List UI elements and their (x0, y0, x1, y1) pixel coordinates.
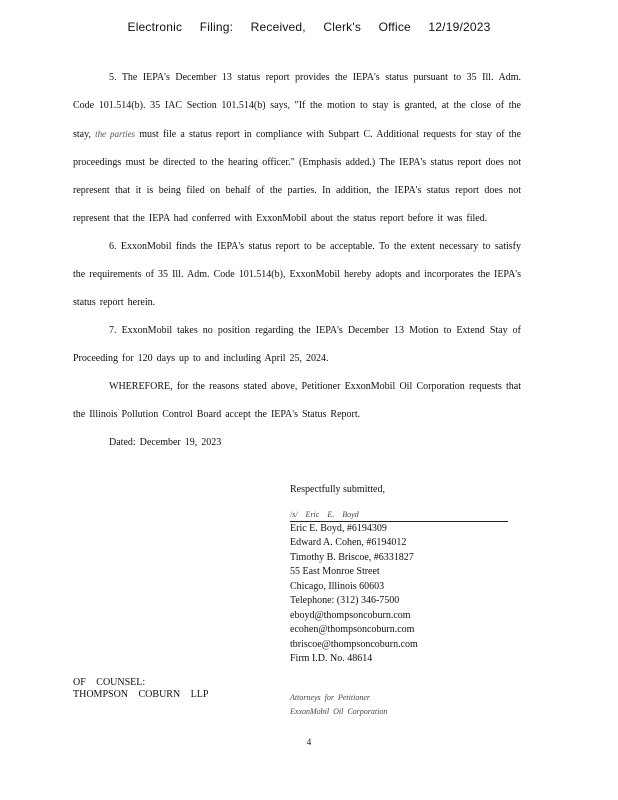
address-street: 55 East Monroe Street (290, 566, 380, 577)
paragraph-5-text-after: must file a status report in compliance with Subpart C. Additional requests for stay of the proceedings must be directed to the hearing officer." (Emphasis added.) The IEPA's status report does not represent that it is being filed on behalf of the parties. In addition, the IEPA's status report does not represent that the IEPA had conferred with ExxonMobil about the status report before it was filed. (73, 129, 521, 224)
of-counsel-block (73, 677, 208, 701)
attorney-line-3: Timothy B. Briscoe, #6331827 (290, 551, 414, 563)
email-tbriscoe: tbriscoe@thompsoncoburn.com (290, 638, 418, 650)
telephone: Telephone: (312) 346-7500 (290, 595, 400, 606)
attorneys-for-line-1: Attorneys for Petitioner (290, 693, 370, 702)
of-counsel-label: OF COUNSEL: (73, 677, 146, 688)
email-eboyd: eboyd@thompsoncoburn.com (290, 609, 411, 621)
paragraph-5-text-before: 5. The IEPA's December 13 status report provides the IEPA's status pursuant to 35 Ill. Adm. Code 101.514(b). 35 IAC Section 101.514(b) says, "If the motion to stay is granted, at the close of the stay, (73, 72, 521, 140)
dated-line: Dated: December 19, 2023 (109, 437, 222, 448)
document-body (73, 64, 521, 457)
signature-line: /s/ Eric E. Boyd (290, 510, 508, 522)
page-number: 4 (306, 737, 312, 747)
address-city: Chicago, Illinois 60603 (290, 580, 385, 592)
paragraph-7: 7. ExxonMobil takes no position regarding the IEPA's December 13 Motion to Extend Stay of Proceeding for 120 days up to and including April 25, 2024. (73, 325, 521, 364)
attorney-line-2: Edward A. Cohen, #6194012 (290, 537, 407, 548)
electronic-filing-header: Electronic Filing: Received, Clerk's Office 12/19/2023 (127, 20, 491, 34)
attorneys-for-block (290, 691, 387, 719)
signature-block (290, 483, 510, 667)
attorneys-for-line-2: ExxonMobil Oil Corporation (290, 707, 388, 716)
paragraph-5-emphasis: the parties (95, 129, 136, 139)
attorney-line-1: Eric E. Boyd, #6194309 (290, 522, 387, 534)
paragraph-5 (73, 64, 521, 233)
firm-id: Firm I.D. No. 48614 (290, 653, 373, 664)
wherefore-paragraph: WHEREFORE, for the reasons stated above, Petitioner ExxonMobil Oil Corporation requests that the Illinois Pollution Control Board accept the IEPA's Status Report. (73, 381, 521, 420)
closing-text: Respectfully submitted, (290, 484, 385, 495)
paragraph-6: 6. ExxonMobil finds the IEPA's status report to be acceptable. To the extent necessary to satisfy the requirements of 35 Ill. Adm. Code 101.514(b), ExxonMobil hereby adopts and incorporates the IEPA's status report herein. (73, 241, 521, 308)
law-firm-name: THOMPSON COBURN LLP (73, 689, 209, 700)
email-ecohen: ecohen@thompsoncoburn.com (290, 624, 415, 635)
